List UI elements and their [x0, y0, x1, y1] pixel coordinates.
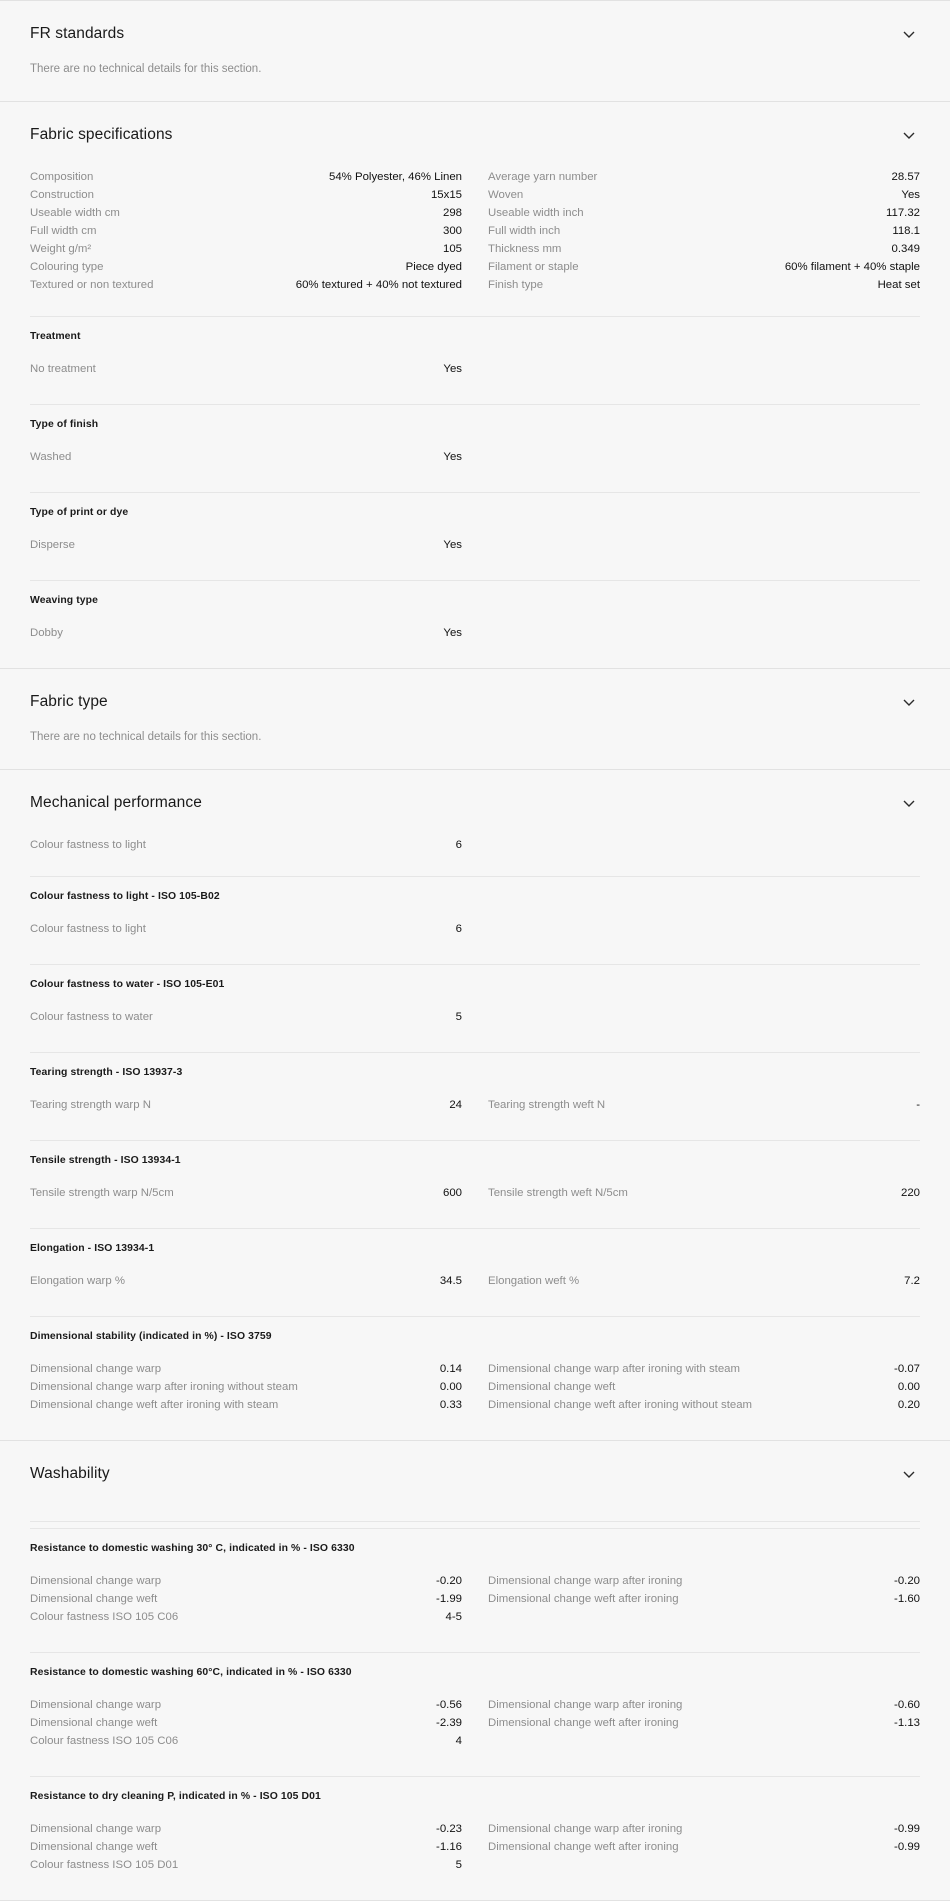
spec-label: Elongation warp % — [30, 1275, 125, 1287]
spec-value: -0.56 — [436, 1699, 462, 1711]
spec-label: Useable width inch — [488, 207, 584, 219]
spec-value: 5 — [455, 1011, 462, 1023]
spec-label: Dimensional change warp after ironing with steam — [488, 1363, 740, 1375]
spec-label: Colour fastness to light — [30, 839, 146, 851]
spec-row — [488, 1378, 920, 1396]
subgroup-body — [30, 624, 920, 662]
spec-value: 60% textured + 40% not textured — [295, 279, 462, 291]
subgroup-column-right — [488, 1360, 920, 1414]
spec-label: Tearing strength warp N — [30, 1099, 151, 1111]
spec-label: Tearing strength weft N — [488, 1099, 606, 1111]
subgroup-body — [30, 1572, 920, 1646]
subgroup — [30, 964, 920, 1046]
spec-row — [488, 222, 920, 240]
subgroup-body — [30, 1008, 920, 1046]
spec-label: Filament or staple — [488, 261, 579, 273]
spec-label: Weight g/m² — [30, 243, 92, 255]
spec-label: Dimensional change warp — [30, 1823, 162, 1835]
spec-label: Woven — [488, 189, 524, 201]
subgroup-title: Weaving type — [30, 595, 98, 606]
spec-value: 4 — [455, 1735, 462, 1747]
spec-label: Dimensional change weft — [30, 1717, 158, 1729]
spec-label: Dimensional change warp — [30, 1699, 162, 1711]
spec-label: Composition — [30, 171, 94, 183]
spec-row — [30, 1572, 462, 1590]
spec-row — [30, 1360, 462, 1378]
spec-value: 7.2 — [904, 1275, 920, 1287]
spec-row — [30, 1008, 462, 1026]
section-header-fabric-type[interactable] — [30, 669, 920, 731]
spec-row — [30, 1820, 462, 1838]
subgroup-body — [30, 1360, 920, 1434]
spec-label: Elongation weft % — [488, 1275, 580, 1287]
subgroup-column-left — [30, 1272, 462, 1290]
spec-label: Colour fastness to light — [30, 923, 146, 935]
spec-row — [30, 168, 462, 186]
spec-value: -2.39 — [436, 1717, 462, 1729]
subgroup — [30, 404, 920, 486]
subgroup-title: Treatment — [30, 331, 81, 342]
spec-label: Dimensional change warp — [30, 1575, 162, 1587]
subgroup — [30, 1316, 920, 1434]
spec-label: Useable width cm — [30, 207, 120, 219]
spec-row — [30, 1590, 462, 1608]
subgroup-column-right — [488, 920, 920, 938]
spec-grid — [30, 832, 920, 870]
spec-label: No treatment — [30, 363, 96, 375]
chevron-down-icon[interactable] — [898, 23, 920, 45]
spec-value: -1.16 — [436, 1841, 462, 1853]
spec-value: Piece dyed — [405, 261, 462, 273]
spec-value: 600 — [442, 1187, 462, 1199]
spec-label: Dimensional change weft — [30, 1593, 158, 1605]
subgroup-body — [30, 1696, 920, 1770]
spec-column-right — [488, 168, 920, 294]
spec-row — [30, 1096, 462, 1114]
spec-row — [30, 1714, 462, 1732]
subgroup-body — [30, 1272, 920, 1310]
spec-value: -0.07 — [894, 1363, 920, 1375]
spec-value: -0.20 — [894, 1575, 920, 1587]
spec-value: Yes — [443, 627, 462, 639]
subgroup-body — [30, 1820, 920, 1894]
subgroup-body — [30, 360, 920, 398]
spec-label: Colouring type — [30, 261, 104, 273]
spec-label: Dimensional change weft after ironing — [488, 1841, 679, 1853]
spec-row — [30, 1838, 462, 1856]
chevron-down-icon[interactable] — [898, 124, 920, 146]
spec-row — [488, 1096, 920, 1114]
spec-row — [30, 1272, 462, 1290]
spec-value: -0.60 — [894, 1699, 920, 1711]
section-title: Fabric type — [30, 693, 108, 710]
subgroup-body — [30, 920, 920, 958]
spec-row — [488, 240, 920, 258]
subgroup-column-left — [30, 1096, 462, 1114]
section-mechanical-performance — [0, 770, 950, 1441]
spec-row — [488, 1272, 920, 1290]
spec-row — [488, 1590, 920, 1608]
subgroup-body — [30, 536, 920, 574]
section-header-washability[interactable] — [30, 1441, 920, 1503]
spec-label: Dimensional change weft — [30, 1841, 158, 1853]
subgroup — [30, 876, 920, 958]
spec-label: Tensile strength warp N/5cm — [30, 1187, 174, 1199]
subgroup-title: Type of print or dye — [30, 507, 129, 518]
subgroup — [30, 1228, 920, 1310]
spec-label: Thickness mm — [488, 243, 562, 255]
subgroup-title: Elongation - ISO 13934-1 — [30, 1243, 155, 1254]
section-body — [30, 164, 920, 668]
spec-value: -0.20 — [436, 1575, 462, 1587]
spec-label: Average yarn number — [488, 171, 598, 183]
spec-label: Tensile strength weft N/5cm — [488, 1187, 628, 1199]
section-title: Fabric specifications — [30, 126, 173, 143]
spec-row — [30, 1732, 462, 1750]
subgroup-title: Resistance to dry cleaning P, indicated in % - ISO 105 D01 — [30, 1791, 321, 1802]
spec-label: Full width inch — [488, 225, 561, 237]
spec-value: - — [916, 1099, 920, 1111]
section-washability — [0, 1441, 950, 1901]
section-title: FR standards — [30, 25, 125, 42]
spec-value: Yes — [443, 539, 462, 551]
spec-value: 6 — [455, 839, 462, 851]
spec-row — [30, 240, 462, 258]
subgroup — [30, 1528, 920, 1646]
section-fr-standards — [0, 0, 950, 102]
subgroup-title: Type of finish — [30, 419, 99, 430]
subgroup-title: Dimensional stability (indicated in %) - ISO 3759 — [30, 1331, 272, 1342]
spec-row — [488, 204, 920, 222]
divider — [30, 1521, 920, 1522]
section-title: Mechanical performance — [30, 794, 202, 811]
spec-value: 298 — [442, 207, 462, 219]
spec-row — [30, 1378, 462, 1396]
spec-label: Dimensional change warp after ironing without steam — [30, 1381, 298, 1393]
spec-label: Dimensional change weft after ironing with steam — [30, 1399, 279, 1411]
subgroup — [30, 1652, 920, 1770]
chevron-down-icon[interactable] — [898, 1463, 920, 1485]
section-header-mechanical-performance[interactable] — [30, 770, 920, 832]
subgroup-title: Colour fastness to light - ISO 105-B02 — [30, 891, 220, 902]
spec-value: 4-5 — [445, 1611, 462, 1623]
subgroup-title: Tearing strength - ISO 13937-3 — [30, 1067, 183, 1078]
section-body — [30, 832, 920, 1440]
section-fabric-type — [0, 669, 950, 770]
spec-row — [488, 258, 920, 276]
spec-row — [30, 276, 462, 294]
spec-row — [30, 1608, 462, 1626]
spec-row — [488, 168, 920, 186]
spec-grid — [30, 164, 920, 310]
spec-label: Dimensional change weft after ironing — [488, 1593, 679, 1605]
section-body — [30, 1521, 920, 1900]
spec-value: 15x15 — [430, 189, 462, 201]
subgroup-column-left — [30, 448, 462, 466]
subgroup — [30, 1052, 920, 1134]
spec-row — [30, 258, 462, 276]
spec-label: Textured or non textured — [30, 279, 154, 291]
spec-label: Dimensional change warp after ironing — [488, 1699, 683, 1711]
chevron-down-icon[interactable] — [898, 792, 920, 814]
subgroup-title: Tensile strength - ISO 13934-1 — [30, 1155, 181, 1166]
spec-value: 0.00 — [897, 1381, 920, 1393]
spec-value: Yes — [443, 451, 462, 463]
subgroup — [30, 1776, 920, 1894]
spec-label: Dimensional change warp — [30, 1363, 162, 1375]
spec-column-left — [30, 836, 462, 854]
spec-value: 60% filament + 40% staple — [784, 261, 920, 273]
spec-value: 54% Polyester, 46% Linen — [329, 171, 462, 183]
spec-label: Dobby — [30, 627, 63, 639]
subgroup-column-left — [30, 1360, 462, 1414]
subgroup — [30, 316, 920, 398]
spec-value: 0.00 — [439, 1381, 462, 1393]
spec-row — [488, 1184, 920, 1202]
subgroup-column-right — [488, 536, 920, 554]
subgroup-column-right — [488, 1272, 920, 1290]
subgroup-body — [30, 448, 920, 486]
spec-row — [488, 186, 920, 204]
subgroup — [30, 580, 920, 662]
spec-label: Colour fastness ISO 105 D01 — [30, 1859, 179, 1871]
section-fabric-specifications — [0, 102, 950, 669]
subgroup-column-right — [488, 360, 920, 378]
spec-value: Heat set — [877, 279, 920, 291]
spec-row — [488, 1396, 920, 1414]
spec-value: 220 — [900, 1187, 920, 1199]
spec-value: 117.32 — [886, 207, 920, 219]
spec-value: Yes — [901, 189, 920, 201]
subgroup-column-left — [30, 1008, 462, 1026]
section-header-fr-standards[interactable] — [30, 1, 920, 63]
spec-label: Disperse — [30, 539, 75, 551]
subgroup-column-left — [30, 1572, 462, 1626]
spec-label: Dimensional change warp after ironing — [488, 1575, 683, 1587]
spec-value: 0.349 — [891, 243, 920, 255]
spec-value: 5 — [455, 1859, 462, 1871]
spec-row — [30, 448, 462, 466]
chevron-down-icon[interactable] — [898, 691, 920, 713]
spec-value: -0.99 — [894, 1841, 920, 1853]
spec-row — [488, 1838, 920, 1856]
spec-value: 105 — [442, 243, 462, 255]
subgroup-column-right — [488, 1820, 920, 1874]
spec-row — [30, 360, 462, 378]
subgroup-title: Resistance to domestic washing 30° C, indicated in % - ISO 6330 — [30, 1543, 355, 1554]
spec-value: -0.23 — [436, 1823, 462, 1835]
spec-row — [488, 1572, 920, 1590]
spec-value: 0.14 — [439, 1363, 462, 1375]
spec-row — [488, 1360, 920, 1378]
subgroup-column-right — [488, 1696, 920, 1750]
spec-value: Yes — [443, 363, 462, 375]
spec-label: Dimensional change warp after ironing — [488, 1823, 683, 1835]
spec-row — [488, 1820, 920, 1838]
spec-column-right — [488, 836, 920, 854]
spec-label: Dimensional change weft — [488, 1381, 616, 1393]
spec-value: 0.33 — [439, 1399, 462, 1411]
spec-row — [30, 624, 462, 642]
subgroup-column-right — [488, 624, 920, 642]
spec-label: Finish type — [488, 279, 544, 291]
section-title: Washability — [30, 1465, 110, 1482]
spec-row — [30, 1184, 462, 1202]
subgroup-column-right — [488, 1184, 920, 1202]
subgroup-column-right — [488, 1572, 920, 1626]
spec-value: -1.99 — [436, 1593, 462, 1605]
subgroup-column-left — [30, 920, 462, 938]
spec-value: 24 — [449, 1099, 462, 1111]
spec-label: Dimensional change weft after ironing without steam — [488, 1399, 753, 1411]
spec-label: Colour fastness ISO 105 C06 — [30, 1735, 179, 1747]
spec-label: Dimensional change weft after ironing — [488, 1717, 679, 1729]
subgroup-column-left — [30, 1184, 462, 1202]
subgroup-title: Resistance to domestic washing 60°C, indicated in % - ISO 6330 — [30, 1667, 352, 1678]
subgroup-title: Colour fastness to water - ISO 105-E01 — [30, 979, 225, 990]
spec-label: Colour fastness to water — [30, 1011, 153, 1023]
spec-row — [30, 536, 462, 554]
spec-value: 28.57 — [891, 171, 920, 183]
section-empty-note: There are no technical details for this section. — [30, 63, 262, 75]
subgroup — [30, 1140, 920, 1222]
spec-label: Washed — [30, 451, 72, 463]
spec-row — [30, 204, 462, 222]
subgroup-column-left — [30, 624, 462, 642]
spec-value: -1.13 — [894, 1717, 920, 1729]
spec-row — [30, 186, 462, 204]
spec-value: 34.5 — [439, 1275, 462, 1287]
section-header-fabric-specifications[interactable] — [30, 102, 920, 164]
spec-value: -1.60 — [894, 1593, 920, 1605]
spec-row — [30, 836, 462, 854]
subgroup-column-left — [30, 360, 462, 378]
subgroup-column-right — [488, 1008, 920, 1026]
spec-column-left — [30, 168, 462, 294]
spec-row — [488, 1696, 920, 1714]
spec-row — [30, 1856, 462, 1874]
subgroup-column-right — [488, 1096, 920, 1114]
spec-row — [30, 222, 462, 240]
spec-value: 300 — [442, 225, 462, 237]
spec-label: Construction — [30, 189, 94, 201]
subgroup-body — [30, 1096, 920, 1134]
subgroup-column-right — [488, 448, 920, 466]
spec-row — [30, 1696, 462, 1714]
spec-value: 0.20 — [897, 1399, 920, 1411]
subgroup-column-left — [30, 536, 462, 554]
spec-row — [488, 1714, 920, 1732]
subgroup-body — [30, 1184, 920, 1222]
spec-label: Colour fastness ISO 105 C06 — [30, 1611, 179, 1623]
spec-row — [30, 920, 462, 938]
spec-row — [488, 276, 920, 294]
spec-value: -0.99 — [894, 1823, 920, 1835]
spec-label: Full width cm — [30, 225, 97, 237]
subgroup-column-left — [30, 1696, 462, 1750]
subgroup-column-left — [30, 1820, 462, 1874]
section-empty-note: There are no technical details for this section. — [30, 731, 262, 743]
spec-value: 6 — [455, 923, 462, 935]
subgroup — [30, 492, 920, 574]
spec-row — [30, 1396, 462, 1414]
spec-value: 118.1 — [892, 225, 920, 237]
